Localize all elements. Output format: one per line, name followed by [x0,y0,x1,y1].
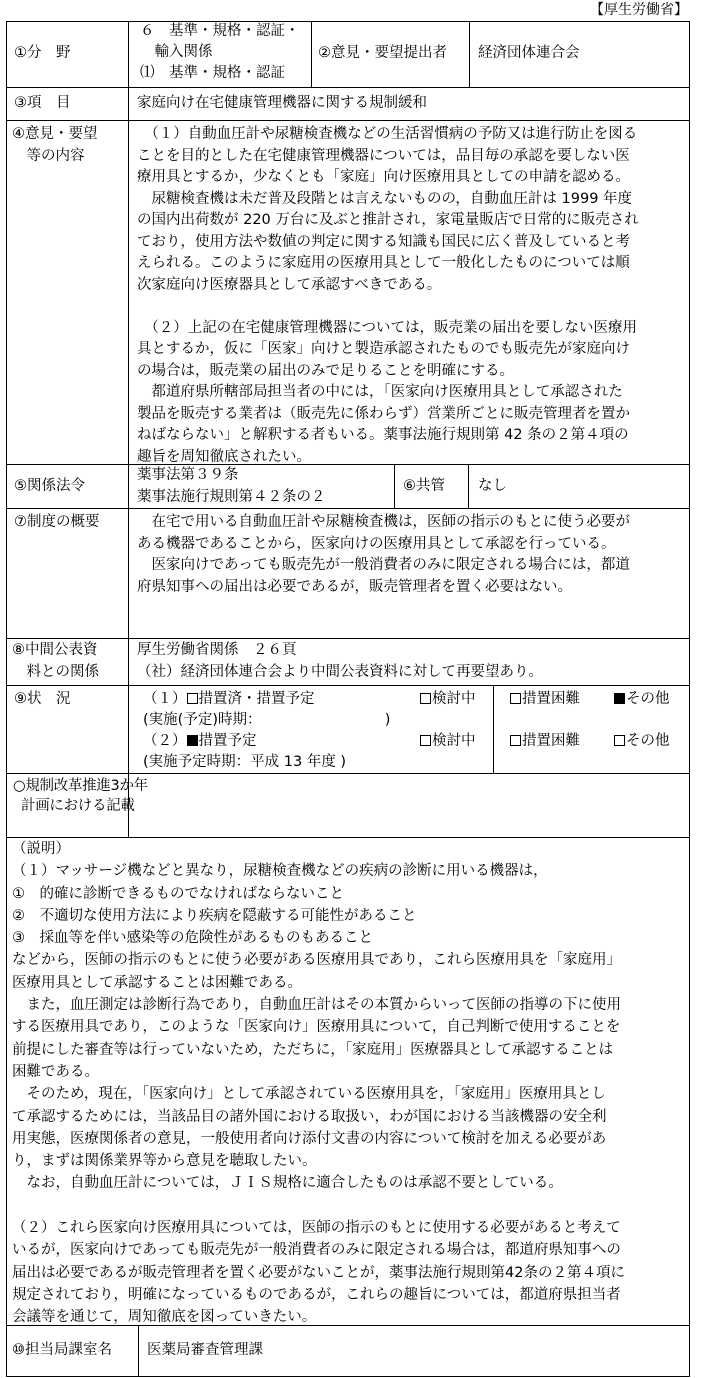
explanation-line: 規定されており，明確になっているものであるが，これらの趣旨については，都道府県担当者 [12,1286,621,1303]
label-column-divider [138,1325,139,1376]
explanation-line: また，血圧測定は診断行為であり，自動血圧計はその本質からいって医師の指導の下に使用 [12,997,621,1014]
field-value-line: ⑴ 基準・規格・認証 [140,65,285,81]
explanation-line: （説明） [12,841,70,857]
unchecked-box-icon [614,735,625,746]
requester-label: ②意見・要望提出者 [318,45,447,61]
request-line: 尿糖検査機は未だ普及段階とは言えないものの，自動血圧計は 1999 年度 [137,190,633,207]
plan-label-line: ○規制改革推進3か年 [13,778,148,794]
joint-value: なし [478,478,507,494]
field-value-line: 輸入関係 [140,44,213,60]
laws-label: ⑤関係法令 [14,478,85,494]
request-line: 次家庭向け医療器具として承認すべきである。 [137,276,442,293]
explanation-line: する医療用具であり，このような「医家向け」医療用具について，自己判断で使用することを [12,1019,621,1036]
item-value: 家庭向け在宅健康管理機器に関する規制緩和 [137,95,427,111]
request-line: ねばならない」と解釈する者もいる。薬事法施行規則第 42 条の２第４項の [137,427,629,443]
status-row-2-timing: (実施予定時期：平成 13 年度 ) [143,754,347,770]
table-right-border [689,21,690,1377]
cell-divider [311,21,312,87]
unchecked-box-icon [420,735,431,746]
status-row-2-reviewing [420,731,476,753]
request-line: （１）自動血圧計や尿糖検査機などの生活習慣病の予防又は進行防止を図る [137,126,638,142]
table-bottom-border [6,1376,690,1377]
system-line: 医家向けであっても販売先が一般消費者のみに限定される場合には，都道 [137,557,630,573]
explanation-line: 前提にした審査等は行っていないため，ただちに，「家庭用」医療器具として承認することは [12,1041,614,1058]
request-line: の国内出荷数が 220 万台に及ぶと推計され，家電量販店で日常的に販売され [137,212,639,228]
laws-line: 薬事法第３９条 [137,467,239,483]
explanation-line: （２）これら医家向け医療用具については，医師の指示のもとに使用する必要があると考えて [12,1220,621,1237]
unchecked-box-icon [510,735,521,746]
label-column-divider [128,21,129,837]
explanation-line: いるが，医家向けであっても販売先が一般消費者のみに限定される場合は，都道府県知事への [12,1242,621,1259]
request-line: 製品を販売する業者は（販売先に係わらず）営業所ごとに販売管理者を置か [137,405,630,422]
system-line: ある機器であることから，医家向けの医療用具として承認を行っている。 [137,535,616,552]
cell-divider [394,464,395,508]
interim-content [137,640,543,683]
explanation-line: 会議等を通じて，周知徹底を図っていきたい。 [12,1309,317,1326]
field-value-line: ６ 基準・規格・認証・ [140,23,300,39]
system-line: 在宅で用いる自動血圧計や尿糖検査機は，医師の指示のもとに使う必要が [137,514,630,530]
row-divider [6,508,689,509]
explanation-line: 届出は必要であるが販売管理者を置く必要がないことが，薬事法施行規則第42条の２第４項に [12,1264,625,1281]
laws-value [137,465,326,508]
explanation-line: 用実態，医療関係者の意見，一般使用者向け添付文書の内容について検討を加える必要があ [12,1130,607,1147]
system-content [137,512,630,598]
interim-line: 厚生労働省関係 ２６頁 [137,642,297,658]
table-left-border [6,21,7,1377]
difficult-label: 措置困難 [522,691,580,707]
explanation-line: そのため，現在，「医家向け」として承認されている医療用具を，「家庭用」医療用具とし [12,1086,606,1103]
request-label-line: ④意見・要望 [12,126,98,142]
office-value: 医薬局審査管理課 [147,1342,263,1358]
system-label: ⑦制度の概要 [14,514,100,530]
explanation-line: ③ 採血等を伴い感染等の危険性があるものもあること [12,930,373,947]
status-row-2-num: （２） [143,733,187,749]
status-row-1-reviewing [420,689,476,711]
request-content [137,124,639,468]
field-label: ①分 野 [14,45,71,61]
status-row-1-option: 措置済・措置予定 [198,691,315,707]
status-row-1-difficult [510,689,580,711]
explanation-line: ② 不適切な使用方法により疾病を隠蔽する可能性があること [12,907,417,924]
joint-label: ⑥共管 [403,478,445,494]
reviewing-label: 検討中 [432,691,476,707]
requester-value: 経済団体連合会 [478,45,580,61]
ministry-tag: 【厚生労働省】 [590,2,688,18]
unchecked-box-icon [187,693,198,704]
request-line: ことを目的とした在宅健康管理機器については，品目毎の承認を要しない医 [137,147,630,164]
office-label: ⑩担当局課室名 [12,1342,112,1358]
other-label: その他 [626,691,670,707]
cell-divider [493,685,494,773]
unchecked-box-icon [420,693,431,704]
field-value [140,21,300,84]
unchecked-box-icon [510,693,521,704]
row-divider [6,773,689,774]
interim-line: （社）経済団体連合会より中間公表資料に対して再要望あり。 [137,663,543,680]
explanation-line: て承認するためには，当該品目の諸外国における取扱い，わが国における当該機器の安全利 [12,1108,607,1125]
request-label [12,124,98,167]
status-row-2-other [614,731,670,753]
request-line: 具とするか，仮に「医家」向けと製造承認されたものでも販売先が家庭向け [137,341,630,357]
plan-label-line: 計画における記載 [21,798,135,814]
interim-label-line: ⑧中間公表資 [12,642,98,658]
cell-divider [469,21,470,87]
explanation-line: 医療用具として承認することは困難である。 [12,974,302,991]
row-divider [6,638,689,639]
explanation-line [12,1195,625,1217]
row-divider [6,685,689,686]
status-row-2 [143,731,257,753]
checked-box-icon [614,693,625,704]
request-line: 趣旨を周知徹底されたい。 [137,448,311,465]
explanation-line: （１）マッサージ機などと異なり，尿糖検査機などの疾病の診断に用いる機器は， [12,863,548,880]
status-label: ⑨状 況 [14,691,71,707]
request-line: 療用具とするか，少なくとも「家庭」向け医療用具としての申請を認める。 [137,169,630,185]
request-label-line: 等の内容 [12,147,85,164]
explanation-line: ① 的確に診断できるものでなければならないこと [12,885,344,902]
laws-line: 薬事法施行規則第４２条の２ [137,488,326,505]
row-divider [6,87,689,88]
cell-divider [468,464,469,508]
request-line: 都道府県所轄部局担当者の中には，「医家向け医療用具として承認された [137,384,623,400]
status-row-1-other [614,689,670,711]
system-line: 府県知事への届出は必要であるが，販売管理者を置く必要はない。 [137,578,572,595]
status-row-1-num: （１） [143,691,187,707]
status-row-2-option: 措置予定 [198,733,257,749]
table-top-border [6,21,689,22]
status-row-1 [143,689,315,711]
reviewing-label: 検討中 [432,733,476,749]
request-line [137,296,639,318]
status-row-2-difficult [510,731,580,753]
explanation-line: 困難である。 [12,1063,99,1080]
request-line: （２）上記の在宅健康管理機器については，販売業の届出を要しない医療用 [137,319,637,336]
status-row-1-timing: (実施(予定)時期： ) [143,712,391,728]
interim-label-line: 料との関係 [12,663,99,680]
plan-label [13,776,148,816]
difficult-label: 措置困難 [522,733,580,749]
interim-label [12,640,99,683]
explanation [12,838,625,1329]
request-line: ており，使用方法や数値の判定に関する知識も国民に広く普及していると考 [137,233,630,250]
explanation-line: などから，医師の指示のもとに使う必要がある医療用具であり，これら医療用具を「家庭用」 [12,952,621,969]
explanation-line: なお，自動血圧計については，ＪＩＳ規格に適合したものは承認不要としている。 [12,1175,563,1192]
checked-box-icon [187,735,198,746]
item-label: ③項 目 [14,95,71,111]
explanation-line: り，まずは関係業界等から意見を聴取したい。 [12,1153,317,1170]
row-divider [6,120,689,121]
request-line: の場合は，販売業の届出のみで足りることを明確にする。 [137,362,514,379]
request-line: えられる。このように家庭用の医療用具として一般化したものについては順 [137,255,630,271]
other-label: その他 [626,733,670,749]
